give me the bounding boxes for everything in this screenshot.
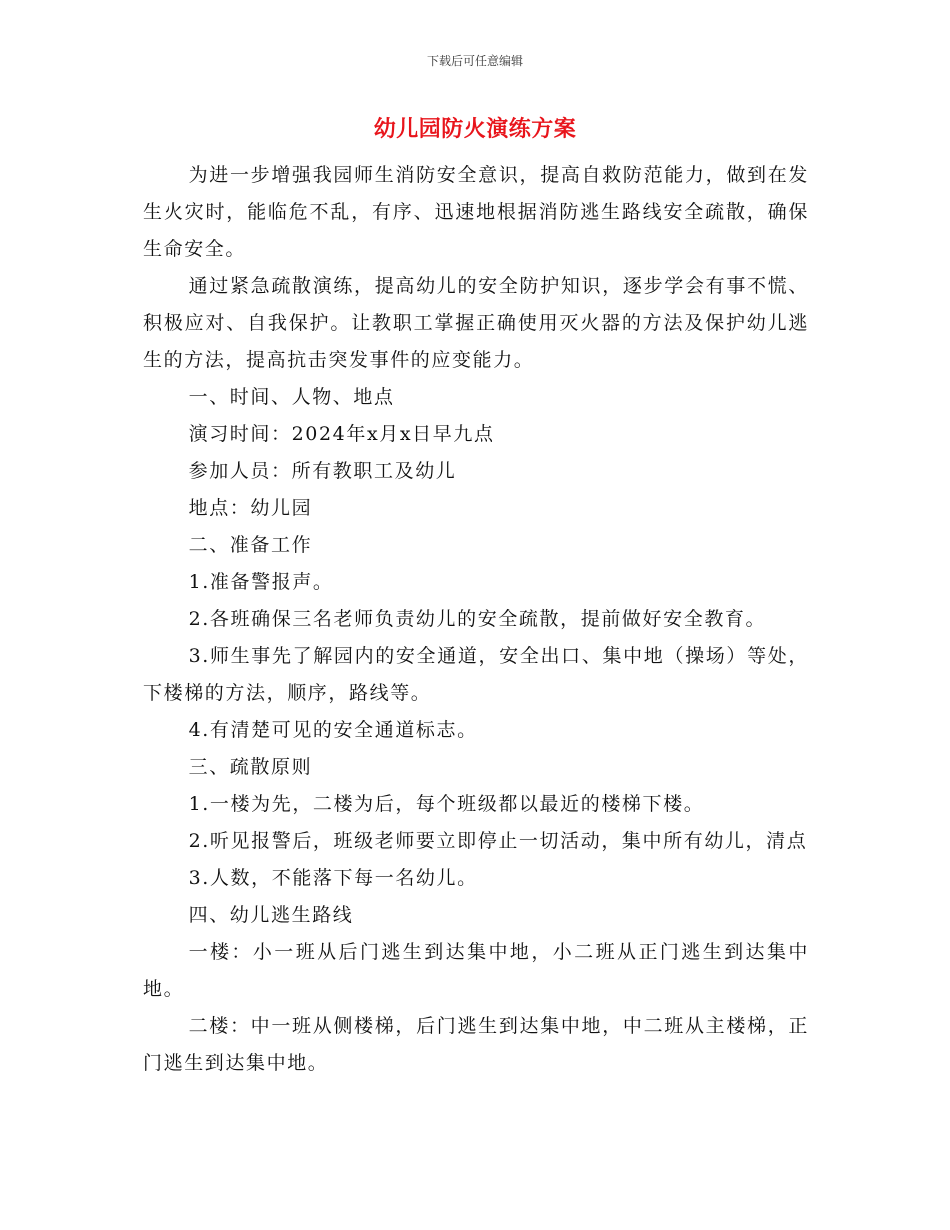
section-heading-time-people-place: 一、时间、人物、地点 [188,386,395,408]
preparation-item: 4.有清楚可见的安全通道标志。 [188,719,478,741]
page-header: 下载后可任意编辑 [426,54,523,68]
paragraph-purpose: 通过紧急疏散演练，提高幼儿的安全防护知识，逐步学会有事不慌、积极应对、自我保护。让教职工掌握正确使用灭火器的方法及保护幼儿逃生的方法，提高抗击突发事件的应变能力。 [143,275,809,371]
location: 地点：幼儿园 [188,497,313,519]
principle-item: 1.一楼为先，二楼为后，每个班级都以最近的楼梯下楼。 [188,793,705,815]
preparation-item: 3.师生事先了解园内的安全通道，安全出口、集中地（操场）等处，下楼梯的方法，顺序，路线等。 [143,645,809,704]
paragraph-intro: 为进一步增强我园师生消防安全意识，提高自救防范能力，做到在发生火灾时，能临危不乱，有序、迅速地根据消防逃生路线安全疏散，确保生命安全。 [143,164,809,260]
route-first-floor: 一楼：小一班从后门逃生到达集中地，小二班从正门逃生到达集中地。 [143,941,809,1000]
principle-item: 2.听见报警后，班级老师要立即停止一切活动，集中所有幼儿，清点 [188,830,808,852]
preparation-item: 2.各班确保三名老师负责幼儿的安全疏散，提前做好安全教育。 [188,608,767,630]
route-second-floor: 二楼：中一班从侧楼梯，后门逃生到达集中地，中二班从主楼梯，正门逃生到达集中地。 [143,1015,809,1074]
section-heading-escape-routes: 四、幼儿逃生路线 [188,904,354,926]
participants: 参加人员：所有教职工及幼儿 [188,460,457,482]
principle-item: 3.人数，不能落下每一名幼儿。 [188,867,478,889]
section-heading-preparation: 二、准备工作 [188,534,313,556]
preparation-item: 1.准备警报声。 [188,571,334,593]
drill-time: 演习时间：2024年x月x日早九点 [188,423,495,445]
section-heading-evacuation-principles: 三、疏散原则 [188,756,313,778]
document-title: 幼儿园防火演练方案 [373,117,577,142]
document-body [143,157,809,1082]
